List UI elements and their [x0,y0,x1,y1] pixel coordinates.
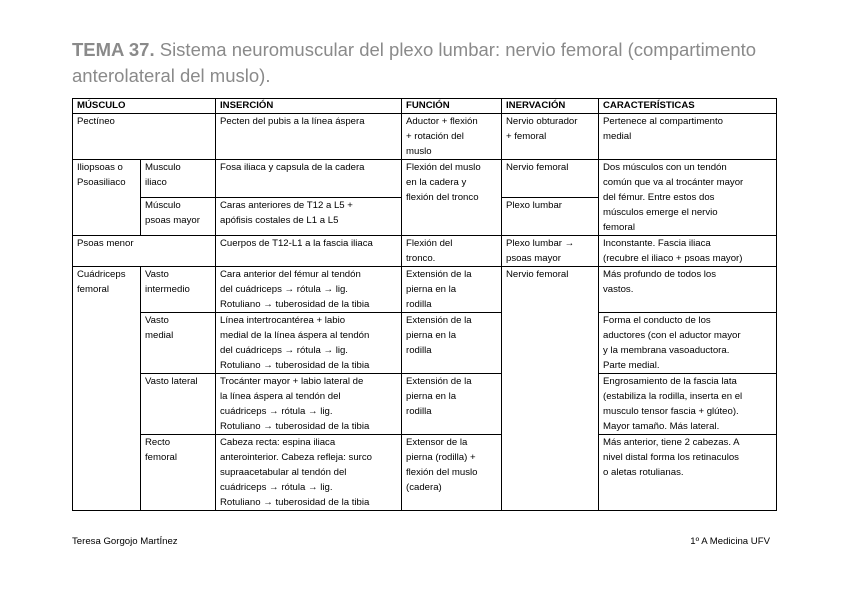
cell-insercion: Línea intertrocantérea + labio medial de la línea áspera al tendón del cuádriceps → rótula → lig. Rotuliano → tuberosidad de la tibia [216,313,402,374]
table-row-psoas-menor [73,236,777,267]
footer-author: Teresa Gorgojo MartÍnez [72,536,178,547]
cell-caracteristicas: Más anterior, tiene 2 cabezas. A nivel distal forma los retinaculos o aletas rotulianas. [599,435,777,511]
cell-caracteristicas: Inconstante. Fascia iliaca (recubre el iliaco + psoas mayor) [599,236,777,267]
table-row-pectineo [73,114,777,160]
cell-caracteristicas: Forma el conducto de los aductores (con el aductor mayor y la membrana vasoaductora. Parte medial. [599,313,777,374]
cell-insercion: Cuerpos de T12-L1 a la fascia iliaca [216,236,402,267]
table-header-row [73,99,777,114]
cell-insercion: Caras anteriores de T12 a L5 + apófisis costales de L1 a L5 [216,198,402,236]
page-title [72,37,792,89]
cell-insercion: Cabeza recta: espina iliaca anterointerior. Cabeza refleja: surco supraacetabular al tendón del cuádriceps → rótula → lig. Rotuliano → tuberosidad de la tibia [216,435,402,511]
cell-grupo: Iliopsoas o Psoasiliaco [73,160,141,236]
title-number: TEMA 37. [72,39,155,60]
cell-insercion: Pecten del pubis a la línea áspera [216,114,402,160]
table-row-vasto-lateral [73,374,777,435]
table-row-iliaco [73,160,777,198]
cell-submusculo: Músculo psoas mayor [141,198,216,236]
cell-submusculo: Vasto lateral [141,374,216,435]
cell-submusculo: Musculo iliaco [141,160,216,198]
header-inervacion: INERVACIÓN [502,99,599,114]
cell-funcion: Extensión de la pierna en la rodilla [402,313,502,374]
cell-insercion: Fosa iliaca y capsula de la cadera [216,160,402,198]
cell-musculo: Psoas menor [73,236,216,267]
cell-funcion: Flexión del tronco. [402,236,502,267]
table-row-vasto-intermedio [73,267,777,313]
cell-insercion: Trocánter mayor + labio lateral de la línea áspera al tendón del cuádriceps → rótula → lig. Rotuliano → tuberosidad de la tibia [216,374,402,435]
cell-inervacion: Nervio obturador + femoral [502,114,599,160]
cell-grupo: Cuádriceps femoral [73,267,141,511]
cell-caracteristicas: Pertenece al compartimento medial [599,114,777,160]
cell-funcion: Aductor + flexión + rotación del muslo [402,114,502,160]
header-funcion: FUNCIÓN [402,99,502,114]
footer-course: 1º A Medicina UFV [690,536,770,547]
header-insercion: INSERCIÓN [216,99,402,114]
cell-funcion: Extensor de la pierna (rodilla) + flexión del muslo (cadera) [402,435,502,511]
cell-funcion: Extensión de la pierna en la rodilla [402,374,502,435]
table-row-recto-femoral [73,435,777,511]
cell-inervacion: Plexo lumbar [502,198,599,236]
muscle-table [72,98,777,511]
header-caracteristicas: CARACTERÍSTICAS [599,99,777,114]
cell-inervacion: Nervio femoral [502,267,599,511]
cell-submusculo: Vasto intermedio [141,267,216,313]
title-text: Sistema neuromuscular del plexo lumbar: nervio femoral (compartimento anterolateral del muslo). [72,39,757,86]
cell-submusculo: Recto femoral [141,435,216,511]
cell-insercion: Cara anterior del fémur al tendón del cuádriceps → rótula → lig. Rotuliano → tuberosidad de la tibia [216,267,402,313]
cell-caracteristicas: Más profundo de todos los vastos. [599,267,777,313]
cell-inervacion: Nervio femoral [502,160,599,198]
cell-caracteristicas: Engrosamiento de la fascia lata (estabiliza la rodilla, inserta en el musculo tensor fascia + glúteo). Mayor tamaño. Más lateral. [599,374,777,435]
table-row-vasto-medial [73,313,777,374]
cell-caracteristicas: Dos músculos con un tendón común que va al trocánter mayor del fémur. Entre estos dos músculos emerge el nervio femoral [599,160,777,236]
cell-musculo: Pectíneo [73,114,216,160]
header-musculo: MÚSCULO [73,99,216,114]
cell-submusculo: Vasto medial [141,313,216,374]
cell-funcion: Extensión de la pierna en la rodilla [402,267,502,313]
cell-inervacion: Plexo lumbar → psoas mayor [502,236,599,267]
cell-funcion: Flexión del muslo en la cadera y flexión del tronco [402,160,502,236]
